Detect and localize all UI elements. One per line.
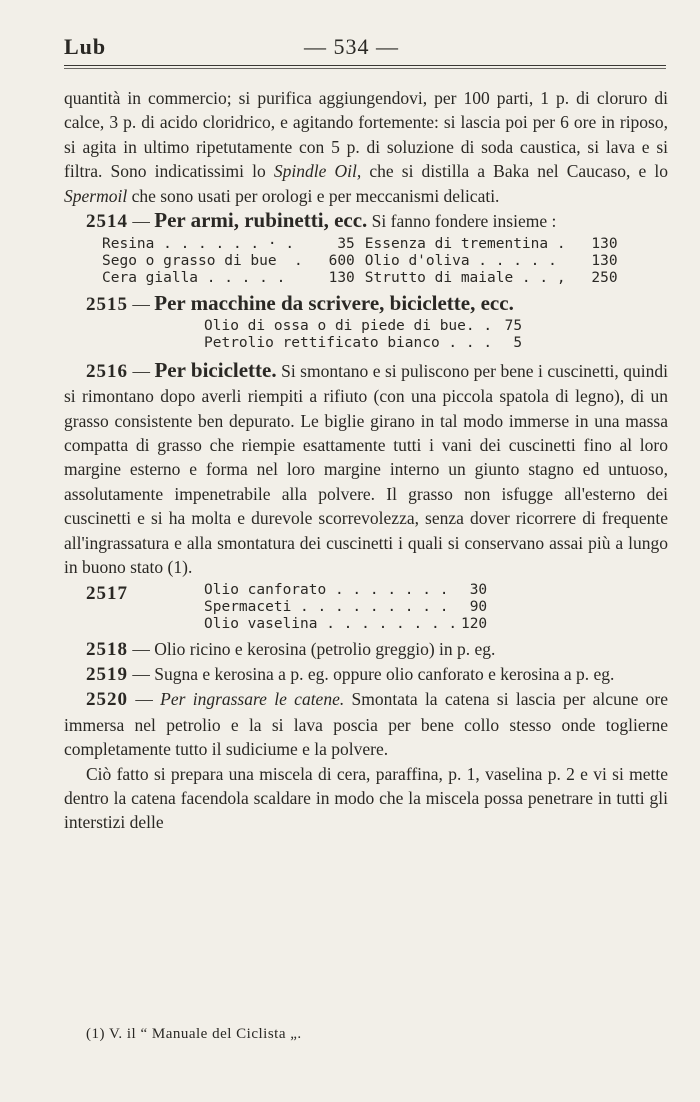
- recipe-title: Per macchine da scrivere, biciclette, ecc.: [154, 291, 514, 316]
- table-row: Spermaceti . . . . . . . . . 90: [204, 598, 488, 615]
- page-number: — 534 —: [304, 34, 399, 59]
- footnote: (1) V. il “ Manuale del Ciclista „.: [86, 1026, 302, 1042]
- recipe-2517: [64, 582, 668, 633]
- recipe-2516: 2516 — Per biciclette. Si smontano e si puliscono per bene i cuscinetti, quindi si rimontano dopo averli riempiti a rifiuto (con una piccola spatola di legno), di un grasso consistente ben depurato. Le biglie girano in tal modo immerse in una massa compatta di grasso che riempie esattamente tutti i vani dei cuscinetti fino al loro margine esterno e forma nel loro margine interno un giunto stagno ed untuoso, assolutamente impenetrabile alla polvere. Il grasso non isfugge all'esterno dei cuscinetti e si ha molta e durevole scorrevolezza, senza dover ricorrere di frequente all'ingrassatura e alla smontatura dei cuscinetti i quali si conservano assai più a lungo in buono stato (1).: [64, 357, 668, 578]
- recipe-2515: 2515 — Per macchine da scrivere, biciclette, ecc.: [86, 291, 514, 316]
- header-rule: [64, 65, 666, 66]
- recipe-title: Per ingrassare le catene.: [160, 689, 345, 710]
- recipe-title: Per biciclette.: [154, 357, 277, 382]
- table-row: Petrolio rettificato bianco . . . 5: [204, 334, 523, 351]
- table-row: Resina . . . . . . · . 35 Essenza di trementina . 130: [102, 236, 618, 253]
- recipe-2520: 2520 — Per ingrassare le catene. Smontata la catena si lascia per alcune ore immersa nel petrolio e la si lava poscia per bene collo stesso onde toglierne completamente tutto il sudiciume e la polvere.: [64, 689, 668, 760]
- recipe-number: 2517: [86, 582, 128, 604]
- recipe-number: 2514: [86, 211, 128, 233]
- ingredients-table-2517: [204, 582, 487, 633]
- recipe-number: 2516: [86, 360, 128, 382]
- recipe-2520-continued: Ciò fatto si prepara una miscela di cera, paraffina, p. 1, vaselina p. 2 e vi si mette dentro la catena facendola scaldare in modo che la miscela possa penetrare in tutti gli interstizi delle: [64, 763, 668, 833]
- recipe-2518: 2518 — Olio ricino e kerosina (petrolio greggio) in p. eg.: [86, 638, 496, 660]
- table-row: Olio di ossa o di piede di bue. . 75: [204, 317, 523, 334]
- recipe-2514: 2514 — Per armi, rubinetti, ecc. Si fanno fondere insieme :: [86, 208, 557, 233]
- ingredients-table-2515: [204, 318, 522, 352]
- recipe-number: 2519: [86, 663, 128, 685]
- recipe-2519: 2519 — Sugna e kerosina a p. eg. oppure olio canforato e kerosina a p. eg.: [86, 663, 615, 685]
- table-row: Olio vaselina . . . . . . . . 120: [204, 615, 488, 632]
- spermoil-term: Spermoil: [64, 185, 128, 206]
- recipe-number: 2518: [86, 638, 128, 660]
- spindle-oil-term: Spindle Oil,: [273, 161, 362, 182]
- header-rule-thin: [64, 68, 666, 69]
- intro-paragraph: quantità in commercio; si purifica aggiungendovi, per 100 parti, 1 p. di cloruro di calce, 3 p. di acido cloridrico, e agitando fortemente: si lascia poi per 6 ore in riposo, si agita in ultimo ripetutamente con 5 p. di soluzione di soda caustica, si lava e si filtra. Sono indicatissimi lo Spindle Oil, che si distilla a Baka nel Caucaso, e lo Spermoil che sono usati per orologi e per meccanismi delicati.: [64, 88, 669, 206]
- recipe-number: 2520: [86, 689, 128, 711]
- table-row: Sego o grasso di bue . 600 Olio d'oliva . . . . . 130: [102, 253, 618, 270]
- ingredients-table-2514: [102, 236, 628, 287]
- recipe-title: Per armi, rubinetti, ecc.: [154, 208, 368, 233]
- recipe-number: 2515: [86, 294, 128, 316]
- page-body: [64, 86, 668, 835]
- table-row: Cera gialla . . . . . 130 Strutto di maiale . . , 250: [102, 270, 618, 287]
- running-header: [64, 30, 666, 66]
- table-row: Olio canforato . . . . . . . 30: [204, 581, 488, 598]
- header-keyword: Lub: [64, 34, 107, 59]
